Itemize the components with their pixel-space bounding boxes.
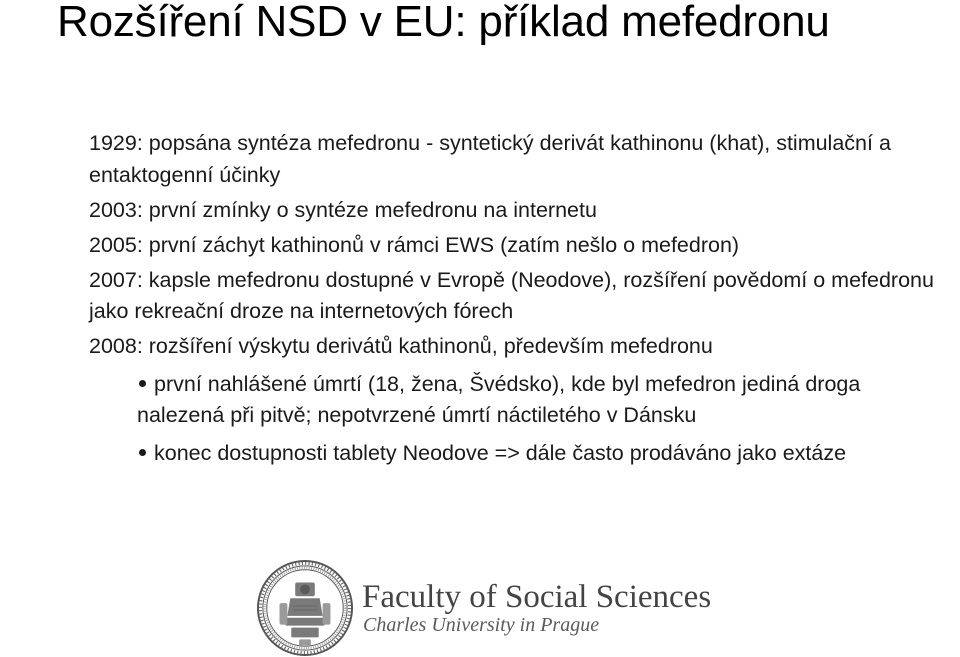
paragraph-2005: 2005: první záchyt kathinonů v rámci EWS (zatím nešlo o mefedron) bbox=[89, 232, 740, 257]
bullet-item bbox=[137, 369, 939, 432]
bullet-text: konec dostupnosti tablety Neodove => dále často prodáváno jako extáze bbox=[154, 440, 847, 465]
paragraph-2007: 2007: kapsle mefedronu dostupné v Evropě (Neodove), rozšíření povědomí o mefedronu jako rekreační droze na internetových fórech bbox=[89, 267, 934, 323]
paragraph-1929: 1929: popsána syntéza mefedronu - syntetický derivát kathinonu (khat), stimulační a entaktogenní účinky bbox=[89, 131, 891, 187]
bullet-dot-icon bbox=[139, 449, 146, 456]
bullet-list bbox=[89, 369, 939, 470]
bullet-item bbox=[137, 438, 939, 470]
bullet-dot-icon bbox=[139, 380, 146, 387]
paragraph-2008: 2008: rozšíření výskytu derivátů kathinonů, především mefedronu bbox=[89, 334, 713, 358]
bullet-text: první nahlášené úmrtí (18, žena, Švédsko), kde byl mefedron jediná droga nalezená při pitvě; nepotvrzené úmrtí náctiletého v Dánsku bbox=[137, 371, 861, 427]
paragraph-2003: 2003: první zmínky o syntéze mefedronu na internetu bbox=[89, 197, 597, 222]
slide-content bbox=[89, 128, 939, 469]
slide-title: Rozšíření NSD v EU: příklad mefedronu bbox=[57, 0, 830, 46]
university-seal-icon bbox=[256, 559, 354, 657]
faculty-name: Faculty of Social Sciences bbox=[362, 579, 712, 615]
university-name: Charles University in Prague bbox=[363, 614, 600, 636]
